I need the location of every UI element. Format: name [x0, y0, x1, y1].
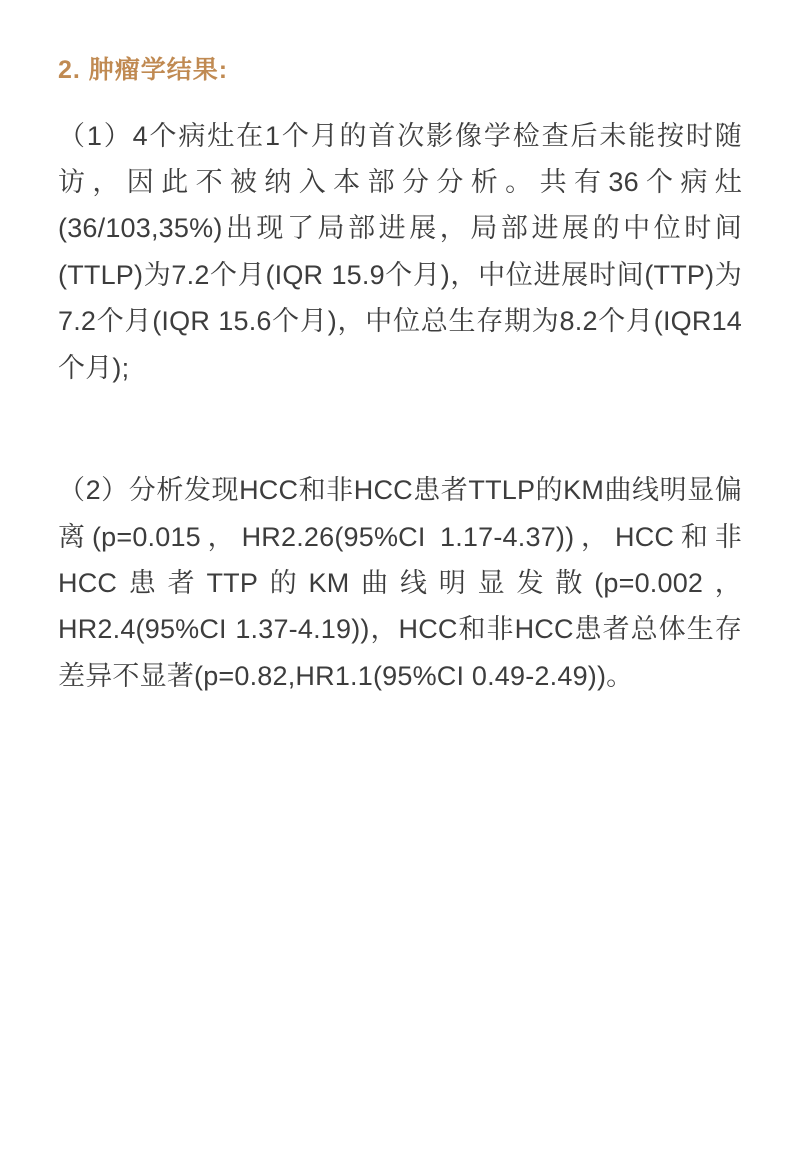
paragraph-1: （1）4个病灶在1个月的首次影像学检查后未能按时随访，因此不被纳入本部分分析。共有36个病灶(36/103,35%)出现了局部进展，局部进展的中位时间(TTLP)为7.2个月(IQR 15.9个月)，中位进展时间(TTP)为7.2个月(IQR 15.6个月)，中位总生存期为8.2个月(IQR14个月); — [58, 120, 742, 383]
section-heading: 2. 肿瘤学结果: — [58, 56, 229, 84]
paragraph-2: （2）分析发现HCC和非HCC患者TTLP的KM曲线明显偏离(p=0.015，HR2.26(95%CI 1.17-4.37))，HCC和非HCC患者TTP的KM曲线明显发散(p=0.002，HR2.4(95%CI 1.37-4.19))，HCC和非HCC患者总体生存差异不显著(p=0.82,HR1.1(95%CI 0.49-2.49))。 — [58, 475, 742, 691]
paragraph-spacer — [58, 409, 742, 467]
